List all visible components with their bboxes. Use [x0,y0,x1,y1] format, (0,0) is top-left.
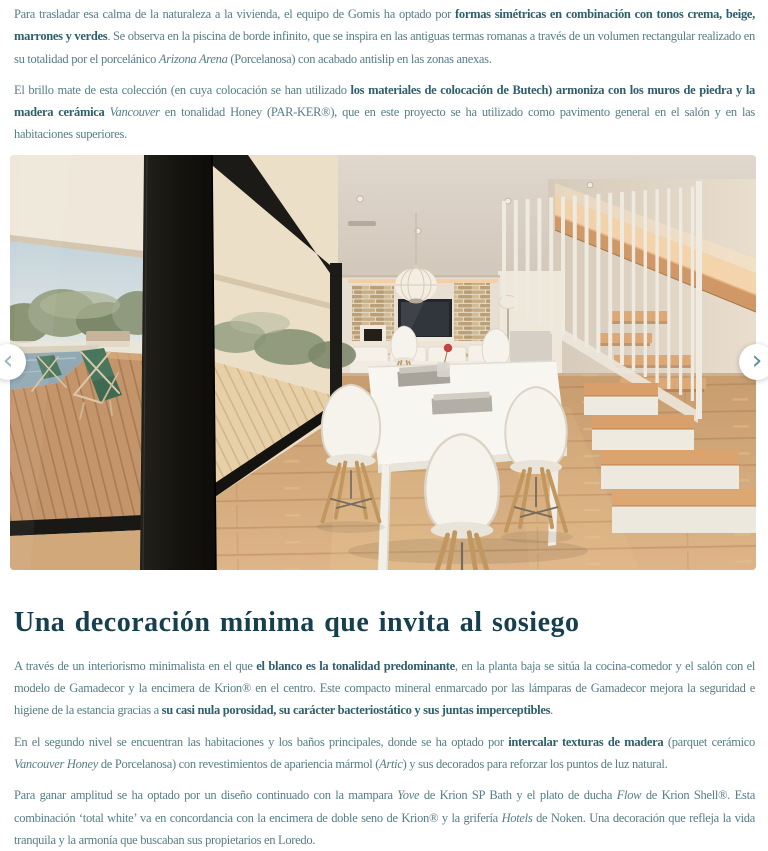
photo-ac-vent [348,221,376,226]
body-paragraph-3: Para ganar amplitud se ha optado por un diseño continuado con la mampara Yove de Krion SP Bath y el plato de ducha Flow de Krion Shell®. Esta combinación ‘total white’ va en concordancia con la encimera de doble seno de Krion® y la grifería Hotels de Noken. Una decoración que refleja la vida tranquila y la armonía que buscaban sus propietarios en Loredo. [14,788,755,847]
intro-paragraph-2: El brillo mate de esta colección (en cuya colocación se han utilizado los materiales de colocación de Butech) armoniza con los muros de piedra y la madera cerámica Vancouver en tonalidad Honey (PAR-KER®), que en este proyecto se ha utilizado como pavimento general en el salón y en las habitaciones superiores. [14,82,755,142]
carousel-next-button[interactable] [739,344,768,380]
body-paragraph-1: A través de un interiorismo minimalista en el que el blanco es la tonalidad predominante, en la planta baja se sitúa la cocina-comedor y el salón con el modelo de Gamadecor y la encimera de Krion® en el centro. Este compacto mineral enmarcado por las lámparas de Gamadecor mejora la seguridad e higiene de la estancia gracias a su casi nula porosidad, su carácter bacteriostático y sus juntas imperceptibles. [14,658,755,718]
photo-black-pillar [140,155,216,570]
photo-illustration [10,155,756,570]
chevron-left-icon: ‹ [2,345,14,377]
intro-paragraph-1: Para trasladar esa calma de la naturaleza a la vivienda, el equipo de Gomis ha optado por formas simétricas en combinación con tonos crema, beige, marrones y verdes. Se observa en la piscina de borde infinito, que se inspira en las antiguas termas romanas a través de un volumen rectangular realizado en su totalidad por el porcelánico Arizona Arena (Porcelanosa) con acabado antislip en las zonas anexas. [14,7,755,66]
carousel-photo [10,155,756,570]
image-carousel [2,155,763,570]
body-paragraph-2: En el segundo nivel se encuentran las habitaciones y los baños principales, donde se ha optado por intercalar texturas de madera (parquet cerámico Vancouver Honey de Porcelanosa) con revestimientos de apariencia mármol (Artic) y sus decorados para reforzar los puntos de luz natural. [14,734,755,771]
chevron-right-icon: › [751,345,763,377]
section-heading: Una decoración mínima que invita al sosiego [14,606,580,638]
